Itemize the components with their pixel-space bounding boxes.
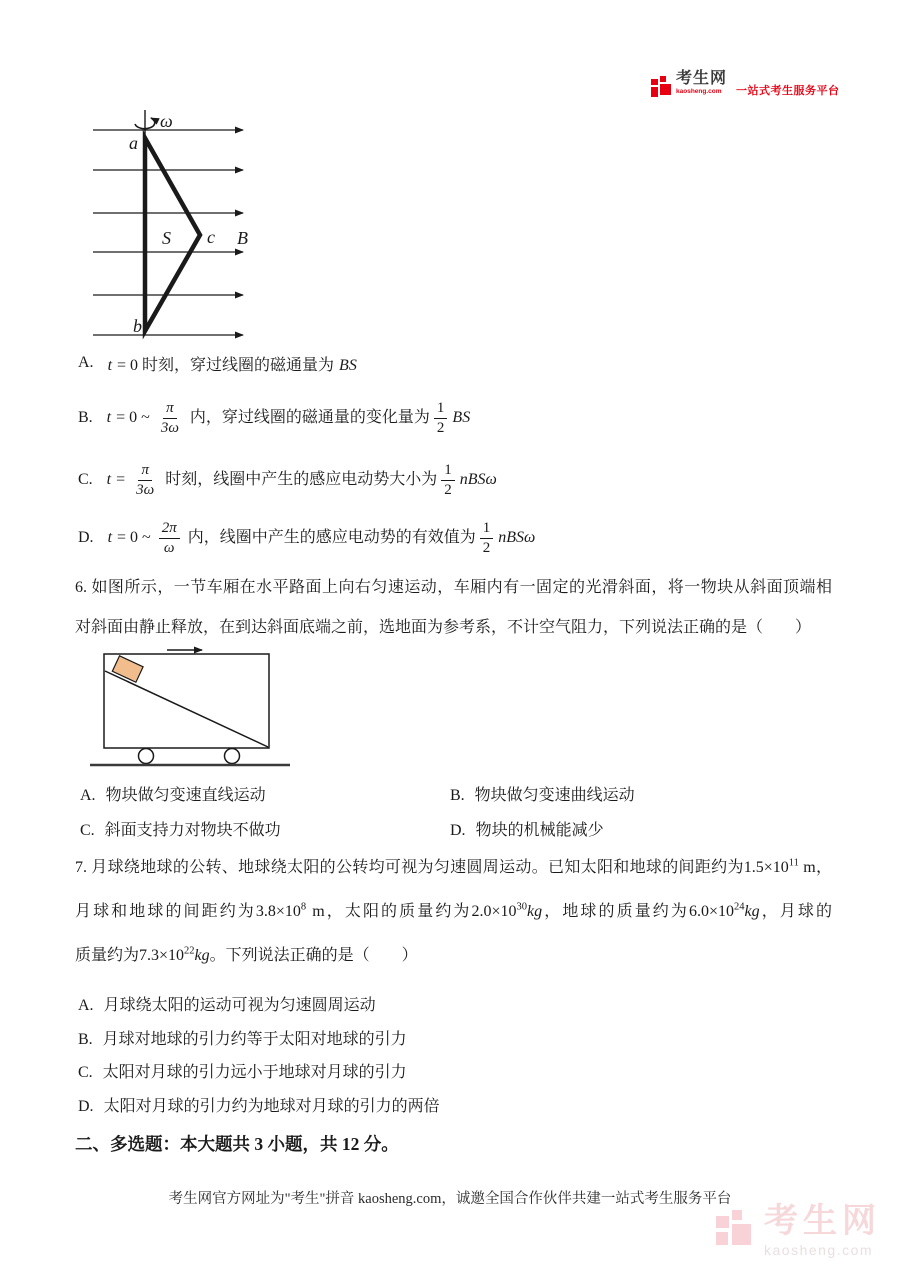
option-label: D. [78,1098,94,1115]
omega-label: ω [160,111,173,131]
option-text: t = 0 ~ $\frac{\pi}{3\omega}$ 内，穿过线圈的磁通量的变化量为 $\frac{1}{2}$ BS [106,399,471,436]
option-text: t = 0 ~ $\frac{2\pi}{\omega}$ 内，线圈中产生的感应电动势的有效值为 $\frac{1}{2}$ nBSω [107,519,536,556]
option-label: C. [78,471,93,488]
question-6-stem [75,568,832,648]
watermark-brand: 考生网 [764,1202,881,1240]
question-7-stem [75,846,832,978]
q7-stem-line1: 7. 月球绕地球的公转、地球绕太阳的公转均可视为匀速圆周运动。已知太阳和地球的间距约为$1.5\times 10^{11}$ m， [75,857,832,876]
q7-option-d [78,1097,440,1117]
option-text: 物块的机械能减少 [475,822,604,839]
watermark-domain: kaosheng.com [764,1242,874,1258]
q6-stem-line1: 6. 如图所示，一节车厢在水平路面上向右匀速运动，车厢内有一固定的光滑斜面，将一物块从斜面顶端相 [75,579,832,596]
option-label: B. [450,787,465,804]
area-S-label: S [162,228,171,248]
option-text: t = $\frac{\pi}{3\omega}$ 时刻，线圈中产生的感应电动势大小为 $\frac{1}{2}$ nBSω [106,461,497,498]
q6-option-a [80,786,266,806]
wheel [225,749,240,764]
option-text: 物块做匀变速曲线运动 [474,787,635,804]
option-text: 斜面支持力对物块不做功 [104,822,281,839]
field-B-label: B [237,228,248,248]
coil-in-field-diagram [88,106,338,351]
q7-option-a [78,996,376,1016]
q6-stem-line2: 对斜面由静止释放，在到达斜面底端之前，选地面为参考系，不计空气阻力，下列说法正确的是（ ） [75,619,812,636]
q6-option-b [450,786,635,806]
q6-option-d [450,821,604,841]
brand-slogan: 一站式考生服务平台 [736,85,840,97]
option-label: A. [80,787,96,804]
option-label: D. [450,822,466,839]
option-label: A. [78,354,94,371]
vertex-c-label: c [207,227,215,247]
q7-option-b [78,1030,407,1050]
q5-option-d [78,515,536,561]
option-label: C. [80,822,95,839]
option-label: A. [78,997,94,1014]
q5-option-a [78,351,358,375]
wheel [139,749,154,764]
triangular-coil [145,138,200,331]
q5-option-c [78,457,498,503]
brand-name [676,71,727,96]
cart-incline-diagram [90,642,320,777]
q7-option-c [78,1063,407,1083]
option-text: 太阳对月球的引力约为地球对月球的引力的两倍 [103,1098,440,1115]
option-text: t = 0 时刻，穿过线圈的磁通量为 BS [107,356,357,374]
option-text: 月球对地球的引力约等于太阳对地球的引力 [102,1031,407,1048]
option-label: B. [78,1031,93,1048]
footer-text: 考生网官方网址为"考生"拼音 kaosheng.com，诚邀全国合作伙伴共建一站式考生服务平台 [168,1191,732,1207]
vertex-a-label: a [129,133,138,153]
option-label: B. [78,409,93,426]
q7-stem-line3: 质量约为$7.3\times 10^{22}kg$。下列说法正确的是（ ） [75,945,418,964]
option-label: D. [78,529,94,546]
kaosheng-watermark-icon [716,1208,752,1256]
brand-domain: kaosheng.com [676,88,722,95]
watermark-text [764,1204,881,1257]
option-text: 物块做匀变速直线运动 [105,787,266,804]
kaosheng-watermark [716,1204,881,1257]
section-2-header: 二、多选题：本大题共 3 小题，共 12 分。 [75,1134,399,1154]
option-label: C. [78,1064,93,1081]
q6-option-c [80,821,281,841]
kaosheng-logo [651,71,840,100]
vertex-b-label: b [133,316,142,336]
option-text: 月球绕太阳的运动可视为匀速圆周运动 [103,997,376,1014]
kaosheng-logo-icon [651,73,672,100]
brand-chinese: 考生网 [676,70,728,87]
option-text: 太阳对月球的引力远小于地球对月球的引力 [102,1064,407,1081]
q7-stem-line2: 月球和地球的间距约为$3.8\times 10^8$ m，太阳的质量约为$2.0\times 10^{30}kg$，地球的质量约为$6.0\times 10^{24}kg$，月球的 [75,901,832,920]
q5-option-b [78,395,471,441]
